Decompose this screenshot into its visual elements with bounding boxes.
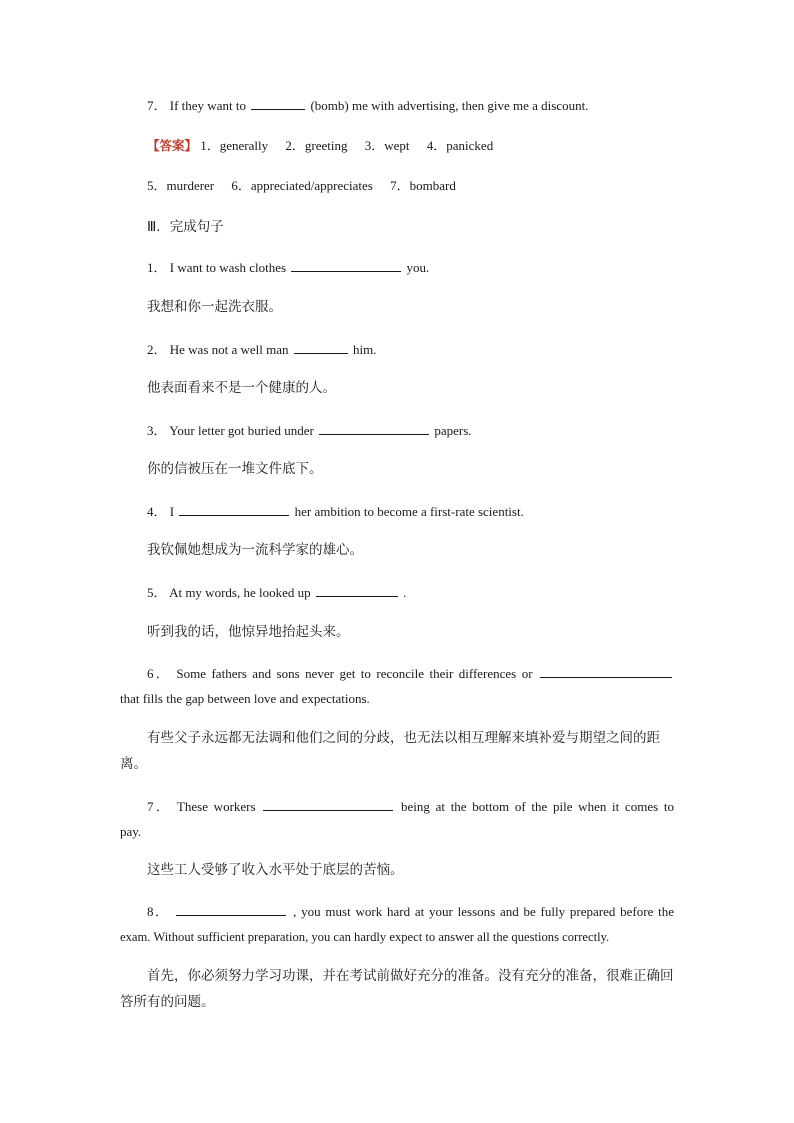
answer-key-line-2 <box>147 178 456 194</box>
answer-item: 4．panicked <box>426 138 494 153</box>
answer-blank[interactable] <box>179 503 289 516</box>
sentence-8-line-1 <box>120 903 674 920</box>
answer-blank[interactable] <box>251 97 305 110</box>
answer-item: 2．greeting <box>285 138 348 153</box>
sentence-8-line-2: exam. Without sufficient preparation, you can hardly expect to answer all the questions correctly. <box>120 930 610 944</box>
translation-text: 首先，你必须努力学习功课，并在考试前做好充分的准备。没有充分的准备，很难正确回答所有的问题。 <box>120 968 674 1010</box>
question-text-after: him. <box>353 342 377 357</box>
answer-item: 1．generally <box>200 138 269 153</box>
question-text-after: papers. <box>434 423 472 438</box>
question-text-before: Some fathers and sons never get to reconcile their differences or <box>176 666 533 681</box>
question-text-after: being at the bottom of the pile when it comes to <box>401 799 675 814</box>
question-number: 4． <box>147 504 167 519</box>
question-text-after: (bomb) me with advertising, then give me a discount. <box>310 98 589 113</box>
sentence-8-translation <box>120 963 676 1015</box>
question-number: 5． <box>147 585 167 600</box>
sentence-3-translation: 你的信被压在一堆文件底下。 <box>147 461 323 477</box>
sentence-3 <box>147 422 472 439</box>
answer-blank[interactable] <box>263 798 393 811</box>
sentence-6-translation <box>120 725 676 777</box>
answer-blank[interactable] <box>316 584 398 597</box>
question-number: 3． <box>147 423 167 438</box>
sentence-5 <box>147 584 406 601</box>
question-number: 1． <box>147 260 167 275</box>
exercise-7-bomb <box>147 97 588 114</box>
question-text-after: you. <box>406 260 430 275</box>
question-text-before: These workers <box>176 799 256 814</box>
sentence-7-translation: 这些工人受够了收入水平处于底层的苦恼。 <box>147 862 404 878</box>
sentence-7-line-2: pay. <box>120 824 142 839</box>
sentence-6-line-2: that fills the gap between love and expectations. <box>120 691 370 706</box>
answer-blank[interactable] <box>294 341 348 354</box>
question-text-before: I want to wash clothes <box>169 260 287 275</box>
sentence-1 <box>147 259 429 276</box>
sentence-2-translation: 他表面看来不是一个健康的人。 <box>147 380 336 396</box>
answer-tag: 【答案】 <box>147 138 198 153</box>
question-text-after: , you must work hard at your lessons and be fully prepared before the <box>293 904 674 919</box>
translation-text: 有些父子永远都无法调和他们之间的分歧，也无法以相互理解来填补爱与期望之间的距离。 <box>120 730 660 772</box>
answer-item: 6．appreciated/appreciates <box>231 178 373 193</box>
answer-key-line-1 <box>147 138 493 154</box>
sentence-6-line-1 <box>120 665 674 682</box>
question-text-after: . <box>403 585 407 600</box>
sentence-4 <box>147 503 524 520</box>
answer-item: 3．wept <box>364 138 410 153</box>
answer-blank[interactable] <box>540 665 672 678</box>
sentence-2 <box>147 341 377 358</box>
question-text-before: I <box>169 504 175 519</box>
answer-blank[interactable] <box>176 903 286 916</box>
question-text-after: her ambition to become a first-rate scientist. <box>294 504 524 519</box>
answer-blank[interactable] <box>319 422 429 435</box>
answer-item: 7．bombard <box>390 178 456 193</box>
sentence-5-translation: 听到我的话，他惊异地抬起头来。 <box>147 624 350 640</box>
question-text-before: He was not a well man <box>169 342 289 357</box>
question-text-before: At my words, he looked up <box>169 585 311 600</box>
sentence-4-translation: 我钦佩她想成为一流科学家的雄心。 <box>147 542 363 558</box>
sentence-1-translation: 我想和你一起洗衣服。 <box>147 299 282 315</box>
question-text-before: If they want to <box>169 98 246 113</box>
question-number: 6． <box>147 666 171 681</box>
question-number: 8． <box>147 904 170 919</box>
question-number: 7． <box>147 98 167 113</box>
sentence-7-line-1 <box>120 798 674 815</box>
answer-item: 5．murderer <box>147 178 215 193</box>
question-text-before: Your letter got buried under <box>169 423 314 438</box>
answer-blank[interactable] <box>291 259 401 272</box>
question-number: 7． <box>147 799 172 814</box>
question-number: 2． <box>147 342 167 357</box>
section-title: Ⅲ．完成句子 <box>147 219 224 235</box>
